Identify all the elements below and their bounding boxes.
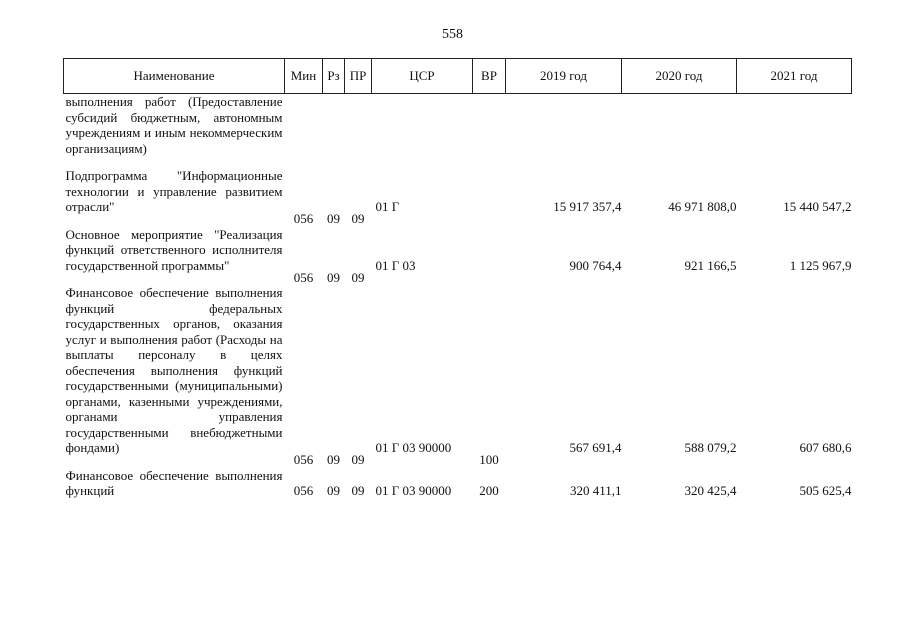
row-2020 bbox=[622, 94, 737, 169]
header-2019: 2019 год bbox=[506, 59, 622, 94]
header-csr: ЦСР bbox=[372, 59, 473, 94]
row-rz: 09 bbox=[327, 483, 340, 498]
row-2021 bbox=[737, 94, 852, 169]
row-2020: 588 079,2 bbox=[684, 440, 737, 455]
row-csr: 01 Г 03 90000 bbox=[375, 483, 452, 498]
row-rz bbox=[323, 94, 345, 169]
row-name: Основное мероприятие "Реализация функций ответственного исполнителя государственной программы" bbox=[65, 226, 283, 273]
row-2020: 921 166,5 bbox=[684, 257, 737, 273]
row-csr: 01 Г 03 90000 bbox=[375, 440, 452, 455]
row-rz: 09 bbox=[327, 452, 340, 467]
row-pr: 09 bbox=[351, 211, 365, 226]
row-pr: 09 bbox=[351, 452, 365, 467]
row-pr: 09 bbox=[351, 483, 365, 498]
row-min bbox=[285, 94, 323, 169]
row-2019: 320 411,1 bbox=[569, 483, 622, 498]
row-2019: 15 917 357,4 bbox=[553, 199, 622, 214]
row-name: Финансовое обеспечение выполнения функций bbox=[65, 467, 283, 498]
table-row bbox=[64, 94, 852, 169]
row-rz: 09 bbox=[327, 269, 340, 285]
row-vr: 200 bbox=[479, 483, 499, 498]
row-vr bbox=[473, 227, 506, 286]
header-min: Мин bbox=[285, 59, 323, 94]
table-row bbox=[64, 227, 852, 286]
header-name: Наименование bbox=[64, 59, 285, 94]
header-pr: ПР bbox=[345, 59, 372, 94]
row-2019: 567 691,4 bbox=[569, 440, 622, 455]
row-2021: 15 440 547,2 bbox=[783, 199, 852, 214]
row-name: выполнения работ (Предоставление субсидий бюджетным, автономным учреждениям и иным некоммерческим организациям) bbox=[65, 94, 283, 156]
page-number: 558 bbox=[442, 27, 463, 42]
header-vr: ВР bbox=[473, 59, 506, 94]
row-vr bbox=[473, 168, 506, 227]
row-2021: 1 125 967,9 bbox=[789, 257, 852, 273]
row-min: 056 bbox=[293, 452, 314, 467]
row-csr: 01 Г bbox=[375, 199, 400, 214]
row-2021: 505 625,4 bbox=[799, 483, 852, 498]
row-pr bbox=[345, 94, 372, 169]
budget-table bbox=[63, 58, 852, 499]
row-2020: 320 425,4 bbox=[684, 483, 737, 498]
row-min: 056 bbox=[293, 269, 314, 285]
row-min: 056 bbox=[293, 211, 314, 226]
row-pr: 09 bbox=[351, 269, 365, 285]
row-vr bbox=[473, 94, 506, 169]
table-header-row bbox=[64, 59, 852, 94]
row-2019 bbox=[506, 94, 622, 169]
row-vr: 100 bbox=[479, 452, 499, 467]
row-min: 056 bbox=[293, 483, 314, 498]
row-2019: 900 764,4 bbox=[569, 257, 622, 273]
row-rz: 09 bbox=[327, 211, 340, 226]
row-2020: 46 971 808,0 bbox=[668, 199, 737, 214]
row-name: Финансовое обеспечение выполнения функций федеральных государственных органов, оказания услуг и выполнения работ (Расходы на выплаты персоналу в целях обеспечения выполнения функций государственными (муниципальными) органами, казенными учреждениями, органами управления государственными внебюджетными фондами) bbox=[65, 285, 283, 455]
header-2020: 2020 год bbox=[622, 59, 737, 94]
table-row bbox=[64, 285, 852, 468]
header-2021: 2021 год bbox=[737, 59, 852, 94]
table-row bbox=[64, 168, 852, 227]
row-2021: 607 680,6 bbox=[799, 440, 852, 455]
row-csr: 01 Г 03 bbox=[375, 257, 416, 273]
header-rz: Рз bbox=[323, 59, 345, 94]
table-row bbox=[64, 468, 852, 499]
row-name: Подпрограмма "Информационные технологии и управление развитием отрасли" bbox=[65, 168, 283, 214]
row-csr bbox=[372, 94, 473, 169]
